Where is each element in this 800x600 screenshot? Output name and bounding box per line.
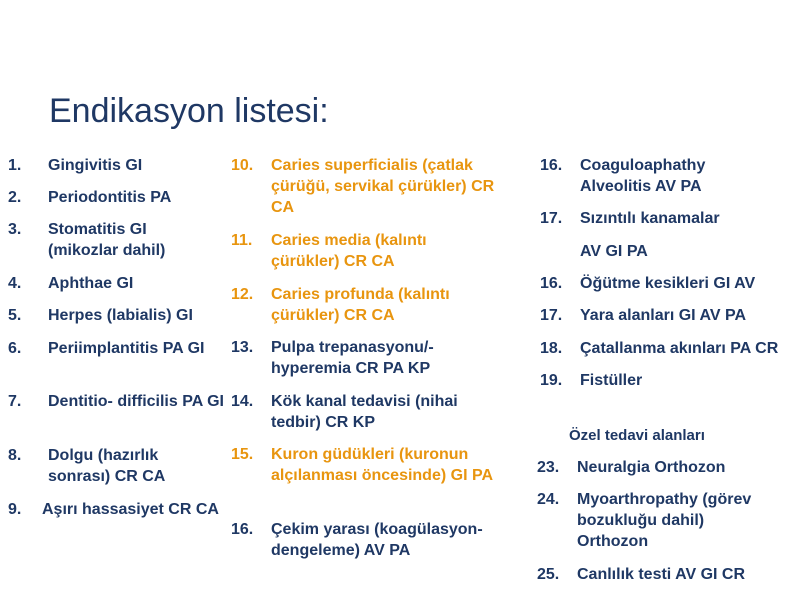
item-text: Sızıntılı kanamalar [580, 210, 720, 227]
item-text: Caries media (kalıntı çürükler) CR CA [271, 232, 427, 270]
item-text: Kuron güdükleri (kuronun alçılanması öncesinde) GI PA [271, 446, 493, 484]
item-text: Öğütme kesikleri GI AV [580, 275, 756, 292]
item-number: 16. [540, 275, 563, 292]
item-number: 5. [8, 307, 22, 324]
list-item [540, 370, 798, 391]
item-number: 14. [231, 393, 254, 410]
item-text: Periodontitis PA [48, 189, 172, 206]
item-text: AV GI PA [580, 243, 648, 260]
list-item [8, 219, 228, 261]
item-text: Dolgu (hazırlık sonrası) CR CA [48, 447, 166, 485]
list-item [8, 273, 228, 294]
item-text: Fistüller [580, 372, 643, 389]
item-number: 13. [231, 339, 254, 356]
item-text: Kök kanal tedavisi (nihai tedbir) CR KP [271, 393, 458, 431]
item-number: 17. [540, 210, 563, 227]
item-number: 25. [537, 566, 560, 583]
item-number: 3. [8, 221, 22, 238]
list-item [540, 241, 798, 262]
item-text: Canlılık testi AV GI CR [577, 566, 746, 583]
item-text: Periimplantitis PA GI [48, 340, 205, 357]
slide-title: Endikasyon listesi: [49, 92, 329, 130]
item-number: 19. [540, 372, 563, 389]
item-number: 15. [231, 446, 254, 463]
item-number: 10. [231, 157, 254, 174]
item-number: 7. [8, 393, 22, 410]
list-item [537, 457, 798, 478]
list-item [8, 499, 228, 520]
item-number: 23. [537, 459, 560, 476]
item-number: 18. [540, 340, 563, 357]
list-item [540, 155, 798, 197]
item-text: Myoarthropathy (görev bozukluğu dahil) Orthozon [577, 491, 752, 550]
item-text: Stomatitis GI (mikozlar dahil) [48, 221, 166, 259]
list-item [231, 444, 521, 486]
item-text: Coaguloaphathy Alveolitis AV PA [580, 157, 706, 195]
item-text: Caries superficialis (çatlak çürüğü, servikal çürükler) CR CA [271, 157, 495, 216]
item-text: Aphthae GI [48, 275, 134, 292]
list-item [231, 230, 521, 272]
list-item [540, 338, 798, 359]
list-item [231, 155, 521, 218]
list-item [8, 445, 228, 487]
item-number: 12. [231, 286, 254, 303]
item-text: Dentitio- difficilis PA GI [48, 393, 224, 410]
list-item [540, 273, 798, 294]
item-text: Caries profunda (kalıntı çürükler) CR CA [271, 286, 450, 324]
list-item [8, 187, 228, 208]
list-item [8, 391, 228, 412]
list-item [540, 305, 798, 326]
item-text: Yara alanları GI AV PA [580, 307, 746, 324]
list-item [8, 338, 228, 359]
item-text: Herpes (labialis) GI [48, 307, 193, 324]
item-text: Aşırı hassasiyet CR CA [42, 501, 219, 518]
item-text: Neuralgia Orthozon [577, 459, 726, 476]
item-number: 8. [8, 447, 22, 464]
list-item [231, 391, 521, 433]
item-number: 6. [8, 340, 22, 357]
item-text: Çekim yarası (koagülasyon-dengeleme) AV PA [271, 521, 483, 559]
item-text: Çatallanma akınları PA CR [580, 340, 779, 357]
item-number: 16. [231, 521, 254, 538]
item-number: 11. [231, 232, 253, 249]
item-text: Gingivitis GI [48, 157, 143, 174]
item-number: 9. [8, 501, 22, 518]
item-number: 16. [540, 157, 563, 174]
list-item [537, 489, 798, 552]
list-item [231, 284, 521, 326]
item-text: Pulpa trepanasyonu/-hyperemia CR PA KP [271, 339, 434, 377]
item-number: 4. [8, 275, 22, 292]
list-item [537, 564, 798, 585]
item-number: 24. [537, 491, 560, 508]
list-item [8, 155, 228, 176]
item-number: 2. [8, 189, 22, 206]
list-item [540, 208, 798, 229]
item-number: 1. [8, 157, 22, 174]
item-number: 17. [540, 307, 563, 324]
list-item [231, 337, 521, 379]
list-item [231, 519, 521, 561]
list-item [8, 305, 228, 326]
special-section-heading: Özel tedavi alanları [569, 427, 705, 444]
